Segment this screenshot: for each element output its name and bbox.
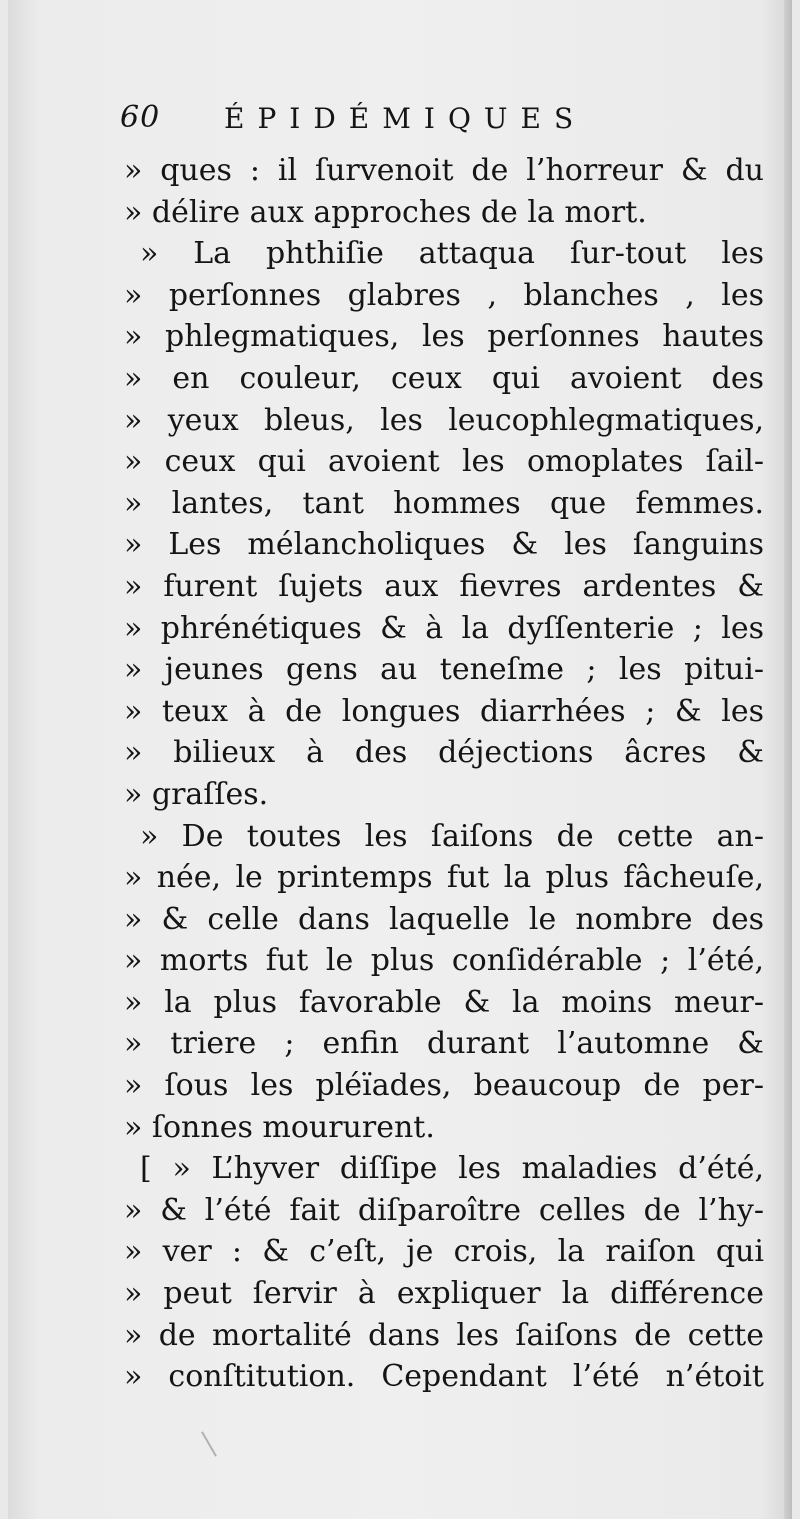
text-line: » peut ſervir à expliquer la différence — [124, 1276, 764, 1312]
text-line: » teux à de longues diarrhées ; & les — [124, 693, 764, 729]
text-line: » phrénétiques & à la dyſſenterie ; les — [124, 610, 764, 646]
page-header — [120, 98, 680, 146]
text-line: » délire aux approches de la mort. — [124, 194, 647, 230]
text-line: » De toutes les ſaiſons de cette an- — [140, 818, 764, 854]
text-line: » ceux qui avoient les omoplates ſail- — [124, 444, 764, 480]
page-number: 60 — [120, 100, 161, 135]
text-line: » yeux bleus, les leucophlegmatiques, — [124, 402, 764, 438]
text-line: » jeunes gens au teneſme ; les pitui- — [124, 652, 764, 688]
text-line: » ſonnes moururent. — [124, 1109, 435, 1145]
text-line: » ver : & c’eſt, je crois, la raiſon qui — [124, 1234, 764, 1270]
text-line: » lantes, tant hommes que femmes. — [124, 485, 764, 521]
text-line: » ques : il ſurvenoit de l’horreur & du — [124, 153, 764, 188]
text-line: [ » L’hyver diſſipe les maladies d’été, — [140, 1151, 764, 1187]
running-title: ÉPIDÉMIQUES — [224, 102, 587, 135]
text-line: » & celle dans laquelle le nombre des — [124, 901, 764, 937]
text-line: » triere ; enfin durant l’automne & — [124, 1026, 764, 1062]
paper-mark — [201, 1431, 217, 1456]
text-line: » conſtitution. Cependant l’été n’étoit — [124, 1359, 764, 1395]
text-line: » perſonnes glabres , blanches , les — [124, 277, 764, 313]
text-line: » en couleur, ceux qui avoient des — [124, 360, 764, 396]
body-text — [124, 150, 764, 1398]
text-line: » morts fut le plus conſidérable ; l’été, — [124, 943, 764, 979]
text-line: » La phthiſie attaqua ſur-tout les — [140, 236, 764, 272]
text-line: » la plus favorable & la moins meur- — [124, 984, 764, 1020]
text-line: » Les mélancholiques & les ſanguins — [124, 527, 764, 563]
text-line: » phlegmatiques, les perſonnes hautes — [124, 319, 764, 355]
text-line: » de mortalité dans les ſaiſons de cette — [124, 1317, 764, 1353]
text-line: » graſſes. — [124, 776, 269, 812]
text-line: » née, le printemps fut la plus fâcheuſe, — [124, 860, 764, 896]
text-line: » furent ſujets aux fievres ardentes & — [124, 568, 764, 604]
text-line: » & l’été fait diſparoître celles de l’hy- — [124, 1192, 764, 1228]
book-page — [8, 0, 792, 1519]
text-line: » bilieux à des déjections âcres & — [124, 735, 764, 771]
page-gutter — [784, 0, 792, 1519]
text-line: » ſous les pléïades, beaucoup de per- — [124, 1068, 764, 1104]
